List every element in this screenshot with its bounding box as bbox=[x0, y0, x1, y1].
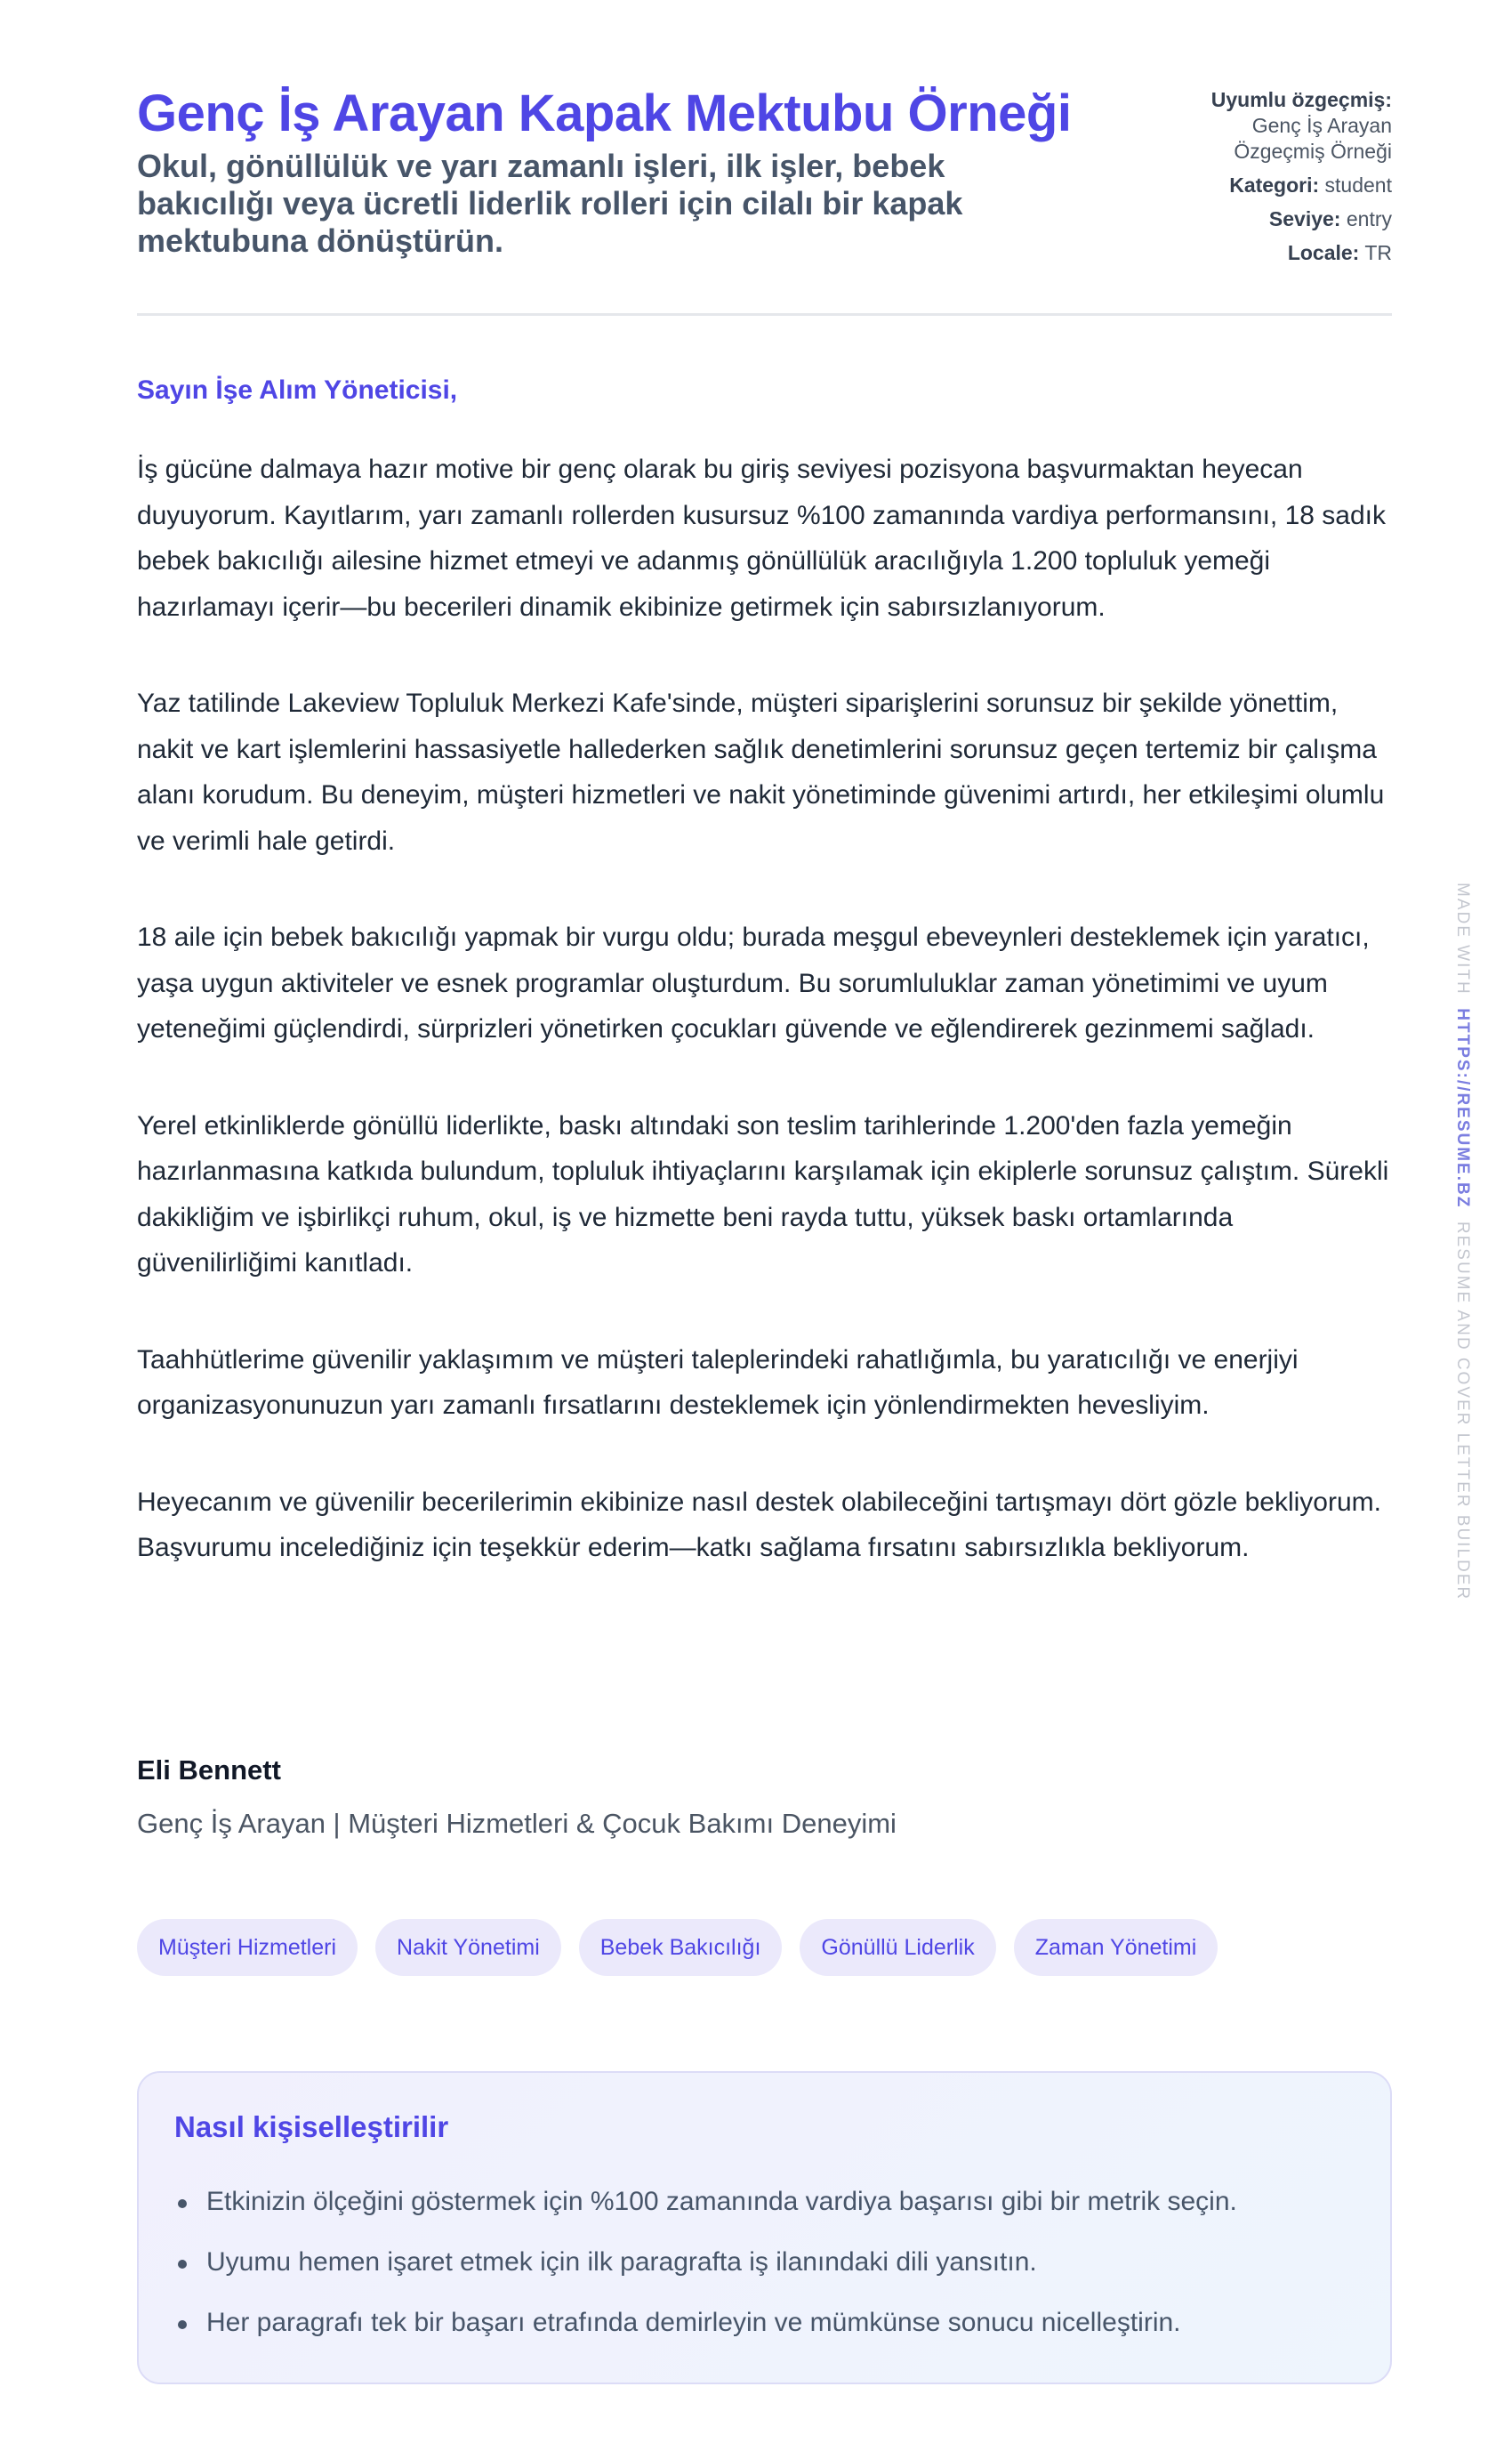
skill-tag: Nakit Yönetimi bbox=[375, 1919, 561, 1976]
page-subtitle: Okul, gönüllülük ve yarı zamanlı işleri, ilk işler, bebek bakıcılığı veya ücretli liderlik rolleri için cilalı bir kapak mektubuna dönüştürün. bbox=[137, 148, 963, 259]
tips-title: Nasıl kişiselleştirilir bbox=[174, 2110, 449, 2143]
skill-tag: Bebek Bakıcılığı bbox=[579, 1919, 783, 1976]
category-label: Kategori: bbox=[1229, 173, 1320, 197]
tip-item: Etkinizin ölçeğini göstermek için %100 zamanında vardiya başarısı gibi bir metrik seçin. bbox=[174, 2187, 1237, 2247]
resume-label: Uyumlu özgeçmiş: bbox=[1210, 88, 1392, 111]
page-header bbox=[137, 78, 1392, 316]
category-value: student bbox=[1324, 173, 1392, 197]
signature-role: Genç İş Arayan | Müşteri Hizmetleri & Çocuk Bakımı Deneyimi bbox=[137, 1808, 897, 1839]
customization-tips-box bbox=[137, 2071, 1392, 2384]
tip-item: Her paragrafı tek bir başarı etrafında demirleyin ve mümkünse sonucu nicelleştirin. bbox=[174, 2308, 1237, 2368]
level-label: Seviye: bbox=[1268, 207, 1341, 230]
letter-paragraph: 18 aile için bebek bakıcılığı yapmak bir vurgu oldu; burada meşgul ebeveynleri desteklemek için yaratıcı, yaşa uygun aktiviteler ve esnek programlar oluşturdum. Bu sorumluluklar zaman yönetimimi ve uyum yeteneğimi güçlendirdi, sürprizleri yönetirken çocukları güvende ve eğlendirerek gezinmemi sağladı. bbox=[137, 923, 1370, 1044]
letter-paragraph: Taahhütlerime güvenilir yaklaşımım ve müşteri taleplerindeki rahatlığımla, bu yaratıcılığı ve enerjiyi organizasyonunuzun yarı zamanlı fırsatlarını desteklemek için yönlendirmekten hevesliyim. bbox=[137, 1344, 1299, 1420]
letter-paragraph: Yerel etkinliklerde gönüllü liderlikte, baskı altındaki son teslim tarihlerinde 1.200'den fazla yemeğin hazırlanmasına katkıda bulundum, topluluk ihtiyaçlarını karşılamak için ekiplerle sorunsuz çalıştım. Sürekli dakikliğim ve işbirlikçi ruhum, okul, iş ve hizmette beni rayda tuttu, yüksek baskı ortamlarında güvenilirliğimi kanıtladı. bbox=[137, 1110, 1389, 1278]
meta-info bbox=[1211, 87, 1392, 274]
watermark-link[interactable]: HTTPS://RESUME.BZ bbox=[1453, 1008, 1472, 1209]
watermark-suffix: RESUME AND COVER LETTER BUILDER bbox=[1453, 1221, 1472, 1601]
letter-paragraph: İş gücüne dalmaya hazır motive bir genç olarak bu giriş seviyesi pozisyona başvurmaktan heyecan duyuyorum. Kayıtlarım, yarı zamanlı rollerden kusursuz %100 zamanında vardiya performansını, 18 sadık bebek bakıcılığı ailesine hizmet etmeyi ve adanmış gönüllülük aracılığıyla 1.200 topluluk yemeği hazırlamayı içerir—bu becerileri dinamik ekibinize getirmek için sabırsızlanıyorum. bbox=[137, 455, 1386, 622]
letter-greeting: Sayın İşe Alım Yöneticisi, bbox=[137, 375, 458, 405]
skill-tag: Müşteri Hizmetleri bbox=[137, 1919, 358, 1976]
tip-item: Uyumu hemen işaret etmek için ilk paragrafta iş ilanındaki dili yansıtın. bbox=[174, 2247, 1237, 2308]
locale-value: TR bbox=[1364, 241, 1392, 264]
tips-list bbox=[174, 2187, 1237, 2368]
letter-body bbox=[137, 447, 1392, 1622]
skill-tag: Zaman Yönetimi bbox=[1014, 1919, 1218, 1976]
watermark bbox=[1452, 883, 1472, 1600]
resume-link-line2[interactable]: Özgeçmiş Örneği bbox=[1234, 140, 1392, 163]
letter-paragraph: Heyecanım ve güvenilir becerilerimin ekibinize nasıl destek olabileceğini tartışmayı dört gözle bekliyorum. Başvurumu incelediğiniz için teşekkür ederim—katkı sağlama fırsatını sabırsızlıkla bekliyorum. bbox=[137, 1487, 1381, 1562]
skill-tags bbox=[137, 1919, 1218, 1976]
level-value: entry bbox=[1346, 207, 1392, 230]
resume-link-line1[interactable]: Genç İş Arayan bbox=[1251, 114, 1392, 137]
locale-label: Locale: bbox=[1287, 241, 1360, 264]
letter-paragraph: Yaz tatilinde Lakeview Topluluk Merkezi Kafe'sinde, müşteri siparişlerini sorunsuz bir şekilde yönettim, nakit ve kart işlemlerini hassasiyetle hallederken sağlık denetimlerini sorunsuz geçen tertemiz bir çalışma alanı korudum. Bu deneyim, müşteri hizmetleri ve nakit yönetiminde güvenimi artırdı, her etkileşimi olumlu ve verimli hale getirdi. bbox=[137, 689, 1385, 856]
watermark-prefix: MADE WITH bbox=[1453, 883, 1472, 996]
page-title: Genç İş Arayan Kapak Mektubu Örneği bbox=[137, 85, 1072, 142]
skill-tag: Gönüllü Liderlik bbox=[800, 1919, 995, 1976]
signature-name: Eli Bennett bbox=[137, 1754, 281, 1786]
